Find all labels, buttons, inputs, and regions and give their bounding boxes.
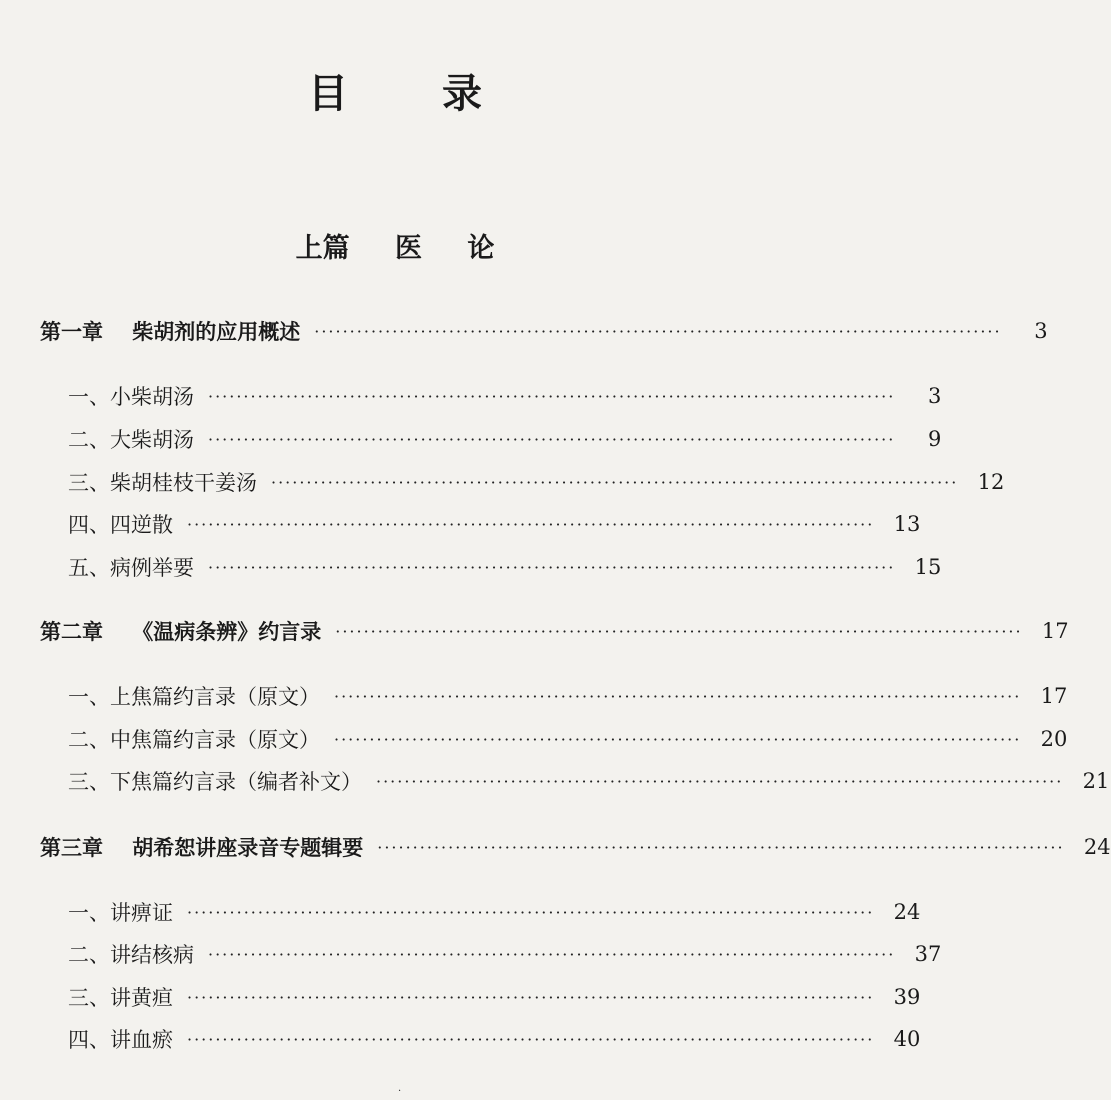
dot-leader: ································································································· [271, 472, 959, 492]
dot-leader: ································································································· [334, 686, 1022, 706]
toc-entry-page: 37 [914, 942, 942, 966]
dot-leader: ································································································· [314, 321, 1002, 341]
toc-entry-label: 一、上焦篇约言录（原文） [68, 685, 320, 709]
toc-entry-label: 一、讲痹证 [68, 901, 173, 925]
toc-entry-label: 二、大柴胡汤 [68, 428, 194, 452]
dot-leader: ································································································· [208, 429, 896, 449]
toc-section-1-3[interactable] [0, 465, 1005, 499]
toc-entry-page: 12 [977, 470, 1005, 494]
toc-entry-page: 3 [1034, 319, 1048, 343]
toc-entry-label: 二、中焦篇约言录（原文） [68, 728, 320, 752]
toc-entry-page: 17 [1041, 619, 1069, 643]
toc-entry-label: 第一章 柴胡剂的应用概述 [40, 320, 301, 344]
dot-leader: ································································································· [334, 729, 1022, 749]
toc-entry-page: 3 [927, 384, 942, 408]
toc-chapter-1[interactable] [0, 314, 1048, 348]
part-title-part: 上篇 [295, 233, 350, 264]
dot-leader: ································································································· [208, 944, 896, 964]
toc-chapter-2[interactable] [0, 614, 1069, 648]
toc-section-2-1[interactable] [0, 679, 1068, 713]
toc-section-2-3[interactable] [0, 764, 1110, 798]
toc-chapter-3[interactable] [0, 830, 1111, 864]
dot-leader: ································································································· [335, 621, 1023, 641]
toc-entry-label: 四、四逆散 [68, 513, 173, 537]
toc-entry-label: 四、讲血瘀 [68, 1028, 173, 1052]
toc-section-2-2[interactable] [0, 722, 1068, 756]
dot-leader: ································································································· [208, 557, 896, 577]
toc-entry-label: 三、讲黄疸 [68, 986, 173, 1010]
toc-entry-page: 40 [893, 1027, 921, 1051]
dot-leader: ································································································· [187, 902, 875, 922]
toc-entry-page: 13 [893, 512, 921, 536]
part-title-word-1: 医 [395, 233, 422, 264]
page-title: 目 录 [308, 70, 522, 117]
toc-entry-page: 17 [1040, 684, 1068, 708]
toc-section-1-1[interactable] [0, 379, 942, 413]
dot-leader: ································································································· [187, 1029, 875, 1049]
toc-entry-page: 15 [914, 555, 942, 579]
toc-entry-page: 24 [893, 900, 921, 924]
toc-entry-label: 第二章 《温病条辨》约言录 [40, 620, 322, 644]
toc-entry-page: 21 [1082, 769, 1110, 793]
part-title-word-2: 论 [467, 233, 495, 264]
page-folio-mark: · [398, 1086, 402, 1097]
toc-section-3-2[interactable] [0, 937, 942, 971]
toc-entry-label: 二、讲结核病 [68, 943, 194, 967]
dot-leader: ································································································· [376, 771, 1064, 791]
dot-leader: ································································································· [377, 837, 1065, 857]
dot-leader: ································································································· [208, 386, 896, 406]
toc-entry-page: 9 [927, 427, 942, 451]
toc-section-3-4[interactable] [0, 1022, 921, 1056]
toc-entry-label: 第三章 胡希恕讲座录音专题辑要 [40, 836, 364, 860]
toc-entry-label: 一、小柴胡汤 [68, 385, 194, 409]
toc-section-1-4[interactable] [0, 507, 921, 541]
dot-leader: ································································································· [187, 514, 875, 534]
toc-section-3-1[interactable] [0, 895, 921, 929]
toc-section-1-5[interactable] [0, 550, 942, 584]
dot-leader: ································································································· [187, 987, 875, 1007]
toc-entry-page: 39 [893, 985, 921, 1009]
toc-entry-label: 三、柴胡桂枝干姜汤 [68, 471, 257, 495]
toc-entry-label: 五、病例举要 [68, 556, 194, 580]
toc-entry-page: 24 [1083, 835, 1111, 859]
toc-entry-label: 三、下焦篇约言录（编者补文） [68, 770, 362, 794]
toc-section-1-2[interactable] [0, 422, 942, 456]
toc-entry-page: 20 [1040, 727, 1068, 751]
toc-section-3-3[interactable] [0, 980, 921, 1014]
